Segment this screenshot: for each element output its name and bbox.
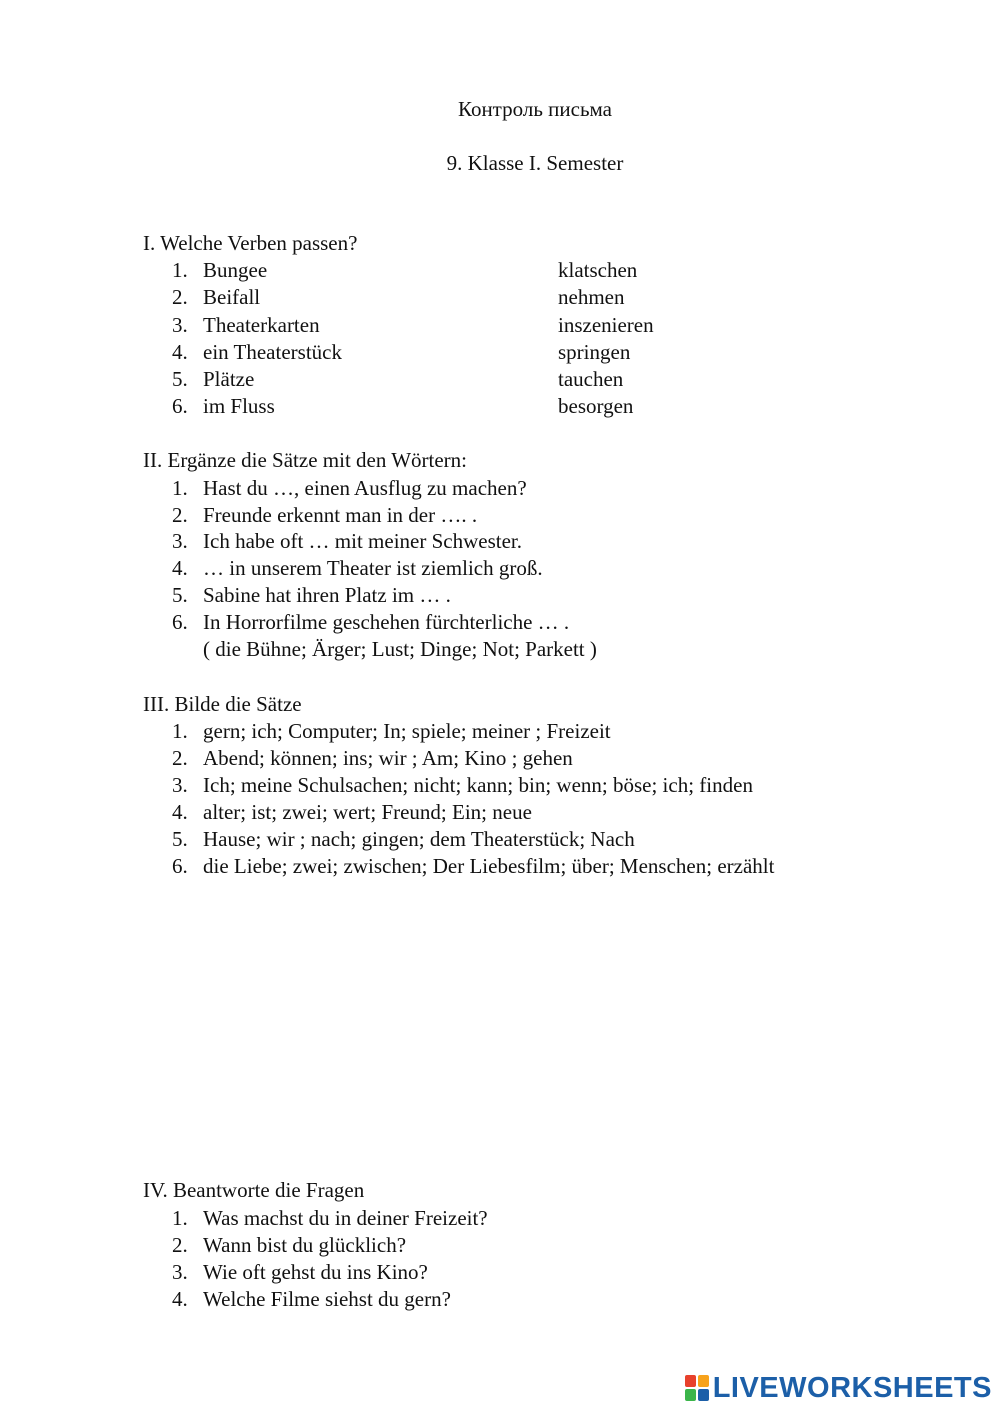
item-text: … in unserem Theater ist ziemlich groß.	[203, 556, 543, 580]
list-item	[172, 503, 477, 529]
item-text: Ich; meine Schulsachen; nicht; kann; bin; wenn; böse; ich; finden	[203, 773, 753, 797]
item-text: Wann bist du glücklich?	[203, 1233, 407, 1257]
item-number: 4.	[172, 556, 188, 580]
item-number: 2.	[172, 1233, 188, 1257]
item-number: 3.	[172, 313, 188, 337]
item-number: 5.	[172, 827, 188, 851]
item-text: Freunde erkennt man in der …. .	[203, 503, 478, 527]
verb-option: besorgen	[558, 394, 634, 418]
list-item	[172, 367, 254, 393]
item-text: ein Theaterstück	[203, 340, 342, 364]
item-text: Abend; können; ins; wir ; Am; Kino ; gehen	[203, 746, 573, 770]
item-text: Theaterkarten	[203, 313, 320, 337]
list-item	[172, 258, 267, 284]
list-item	[172, 394, 275, 420]
list-item	[172, 1287, 451, 1313]
word-bank: ( die Bühne; Ärger; Lust; Dinge; Not; Parkett )	[203, 637, 597, 661]
item-text: Plätze	[203, 367, 255, 391]
item-text: Beifall	[203, 285, 261, 309]
liveworksheets-logo	[685, 1371, 992, 1405]
verb-option: springen	[558, 340, 631, 364]
item-number: 6.	[172, 854, 188, 878]
item-number: 4.	[172, 1287, 188, 1311]
list-item	[172, 773, 753, 799]
item-text: Welche Filme siehst du gern?	[203, 1287, 451, 1311]
item-number: 3.	[172, 1260, 188, 1284]
item-number: 6.	[172, 394, 188, 418]
item-number: 4.	[172, 340, 188, 364]
section-2-title: II. Ergänze die Sätze mit den Wörtern:	[143, 448, 468, 472]
item-text: Sabine hat ihren Platz im … .	[203, 583, 451, 607]
item-number: 1.	[172, 258, 188, 282]
liveworksheets-logo-icon	[685, 1375, 709, 1401]
liveworksheets-logo-text: LIVEWORKSHEETS	[712, 1371, 992, 1404]
item-text: Ich habe oft … mit meiner Schwester.	[203, 529, 522, 553]
item-number: 1.	[172, 719, 188, 743]
list-item	[172, 800, 532, 826]
item-number: 5.	[172, 583, 188, 607]
list-item	[172, 285, 260, 311]
item-text: Hast du …, einen Ausflug zu machen?	[203, 476, 527, 500]
list-item	[172, 1260, 428, 1286]
section-1-title: I. Welche Verben passen?	[143, 231, 358, 255]
list-item	[172, 746, 573, 772]
list-item	[172, 1233, 406, 1259]
section-4-title: IV. Beantworte die Fragen	[143, 1178, 365, 1202]
list-item	[172, 313, 320, 339]
item-number: 2.	[172, 746, 188, 770]
item-number: 3.	[172, 773, 188, 797]
item-text: Hause; wir ; nach; gingen; dem Theaterstück; Nach	[203, 827, 635, 851]
item-text: alter; ist; zwei; wert; Freund; Ein; neue	[203, 800, 532, 824]
item-text: Was machst du in deiner Freizeit?	[203, 1206, 488, 1230]
list-item	[172, 854, 774, 880]
verb-option: klatschen	[558, 258, 638, 282]
item-number: 5.	[172, 367, 188, 391]
list-item	[172, 610, 569, 636]
item-text: im Fluss	[203, 394, 275, 418]
list-item	[172, 719, 611, 745]
item-text: Bungee	[203, 258, 268, 282]
list-item	[172, 556, 543, 582]
item-number: 1.	[172, 476, 188, 500]
item-number: 3.	[172, 529, 188, 553]
list-item	[172, 583, 451, 609]
list-item	[172, 529, 522, 555]
list-item	[172, 827, 635, 853]
item-text: In Horrorfilme geschehen fürchterliche … .	[203, 610, 570, 634]
list-item	[172, 476, 527, 502]
list-item	[172, 1206, 488, 1232]
item-number: 2.	[172, 285, 188, 309]
item-text: die Liebe; zwei; zwischen; Der Liebesfilm; über; Menschen; erzählt	[203, 854, 775, 878]
section-3-title: III. Bilde die Sätze	[143, 692, 302, 716]
verb-option: inszenieren	[558, 313, 654, 337]
item-number: 4.	[172, 800, 188, 824]
item-number: 6.	[172, 610, 188, 634]
item-number: 2.	[172, 503, 188, 527]
list-item	[172, 340, 342, 366]
page-subtitle: 9. Klasse I. Semester	[446, 151, 624, 175]
verb-option: tauchen	[558, 367, 624, 391]
item-text: Wie oft gehst du ins Kino?	[203, 1260, 428, 1284]
verb-option: nehmen	[558, 285, 625, 309]
item-number: 1.	[172, 1206, 188, 1230]
page-title: Контроль письма	[457, 97, 612, 121]
item-text: gern; ich; Computer; In; spiele; meiner ; Freizeit	[203, 719, 611, 743]
